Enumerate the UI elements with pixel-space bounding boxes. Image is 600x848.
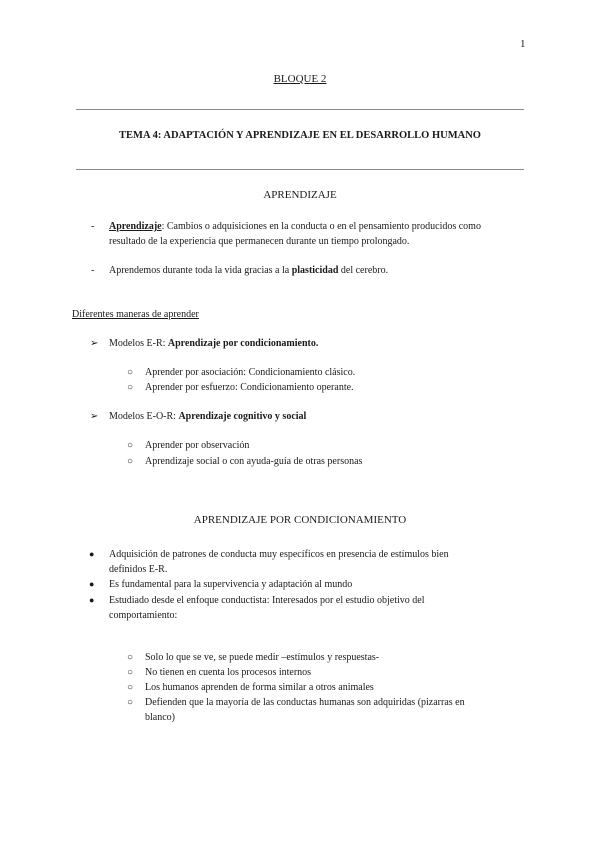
- bullet-line: definidos E-R.: [109, 564, 168, 575]
- sub-item: Los humanos aprenden de forma similar a otros animales: [145, 682, 374, 693]
- sub-item-continuation: blanco): [145, 712, 175, 723]
- model-er-bold: Aprendizaje por condicionamiento.: [167, 338, 319, 349]
- bullet-line: Adquisición de patrones de conducta muy específicos en presencia de estímulos bien: [109, 549, 449, 560]
- circle-marker: ○: [127, 440, 134, 451]
- bottom-divider: [76, 169, 524, 170]
- plasticity-after: del cerebro.: [338, 265, 389, 276]
- section-title-condicionamiento: APRENDIZAJE POR CONDICIONAMIENTO: [193, 514, 407, 526]
- plasticity-term: plasticidad: [291, 265, 339, 276]
- model-eor-prefix: Modelos E-O-R:: [109, 411, 179, 422]
- page-number: 1: [520, 38, 526, 50]
- bullet-marker: ●: [89, 595, 95, 605]
- plasticity-line: [109, 263, 539, 278]
- sub-item: Aprender por esfuerzo: Condicionamiento operante.: [145, 382, 354, 393]
- dash-marker: -: [91, 265, 95, 276]
- sub-item: No tienen en cuenta los procesos internos: [145, 667, 312, 678]
- sub-item: Solo lo que se ve, se puede medir –estímulos y respuestas-: [145, 652, 380, 663]
- maneras-heading: Diferentes maneras de aprender: [72, 309, 199, 320]
- circle-marker: ○: [127, 652, 134, 663]
- plasticity-before: Aprendemos durante toda la vida gracias a la: [109, 265, 292, 276]
- circle-marker: ○: [127, 382, 134, 393]
- bullet-line: comportamiento:: [109, 610, 178, 621]
- sub-item: Aprender por observación: [145, 440, 250, 451]
- model-er: [109, 336, 318, 351]
- dash-marker: -: [91, 221, 95, 232]
- model-er-prefix: Modelos E-R:: [109, 338, 168, 349]
- definition-text: : Cambios o adquisiciones en la conducta o en el pensamiento producidos como: [161, 221, 481, 232]
- tema-title: TEMA 4: ADAPTACIÓN Y APRENDIZAJE EN EL DESARROLLO HUMANO: [119, 130, 481, 141]
- sub-item: Aprender por asociación: Condicionamiento clásico.: [145, 367, 356, 378]
- bullet-marker: ●: [89, 549, 95, 559]
- circle-marker: ○: [127, 456, 134, 467]
- arrow-marker: ➢: [90, 411, 99, 422]
- definition-line-2: resultado de la experiencia que permanecen durante un tiempo prolongado.: [109, 236, 410, 247]
- bloque-heading: BLOQUE 2: [273, 73, 327, 85]
- term-aprendizaje: Aprendizaje: [109, 221, 162, 232]
- circle-marker: ○: [127, 697, 134, 708]
- bullet-line: Es fundamental para la supervivencia y adaptación al mundo: [109, 579, 353, 590]
- bullet-line: Estudiado desde el enfoque conductista: Interesados por el estudio objetivo del: [109, 595, 425, 606]
- model-eor-bold: Aprendizaje cognitivo y social: [178, 411, 307, 422]
- section-title-aprendizaje: APRENDIZAJE: [263, 189, 337, 201]
- bullet-marker: ●: [89, 579, 95, 589]
- arrow-marker: ➢: [90, 338, 99, 349]
- sub-item: Aprendizaje social o con ayuda-guía de otras personas: [145, 456, 363, 467]
- circle-marker: ○: [127, 667, 134, 678]
- model-eor: [109, 409, 306, 424]
- circle-marker: ○: [127, 367, 134, 378]
- definition-line-1: [109, 219, 539, 234]
- circle-marker: ○: [127, 682, 134, 693]
- top-divider: [76, 109, 524, 110]
- sub-item: Defienden que la mayoría de las conductas humanas son adquiridas (pizarras en: [145, 697, 465, 708]
